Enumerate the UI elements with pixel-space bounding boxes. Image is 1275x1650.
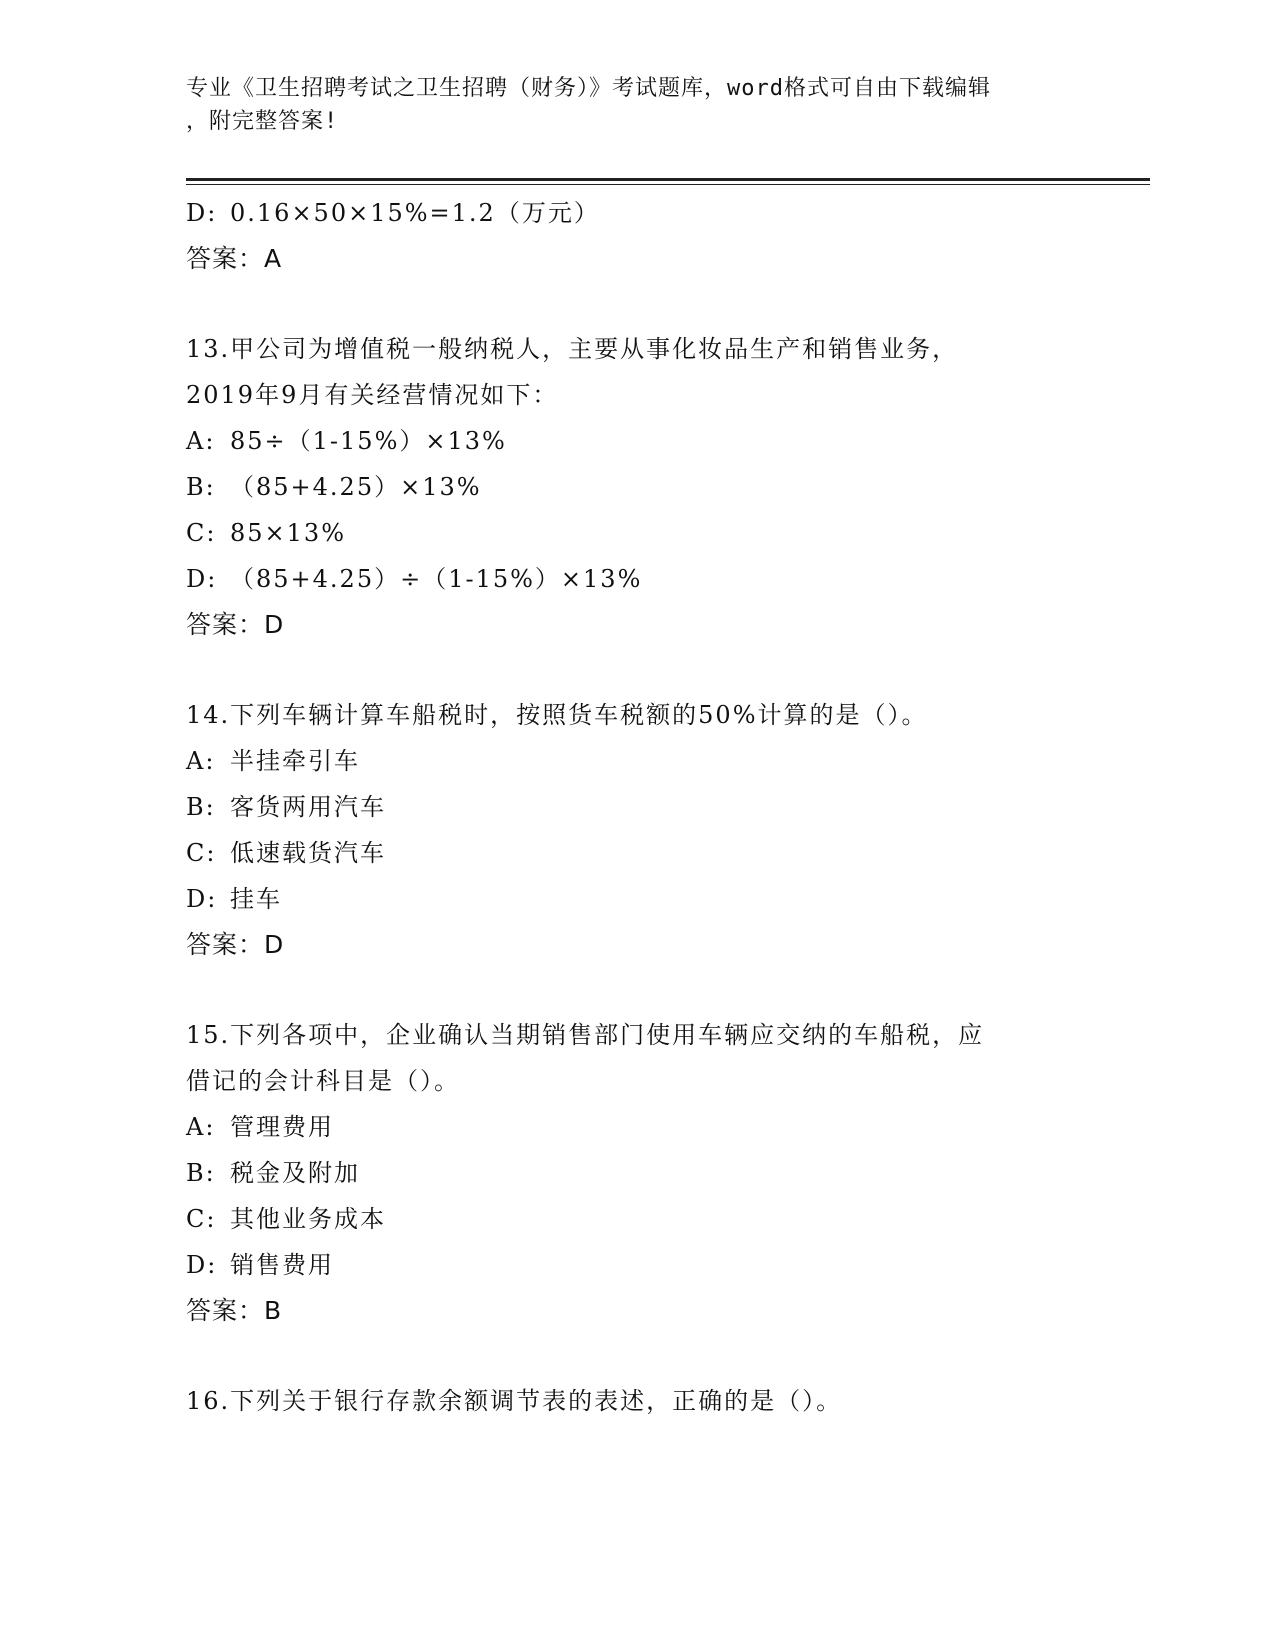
- question-14: [186, 692, 1126, 968]
- question-13: [186, 326, 1126, 648]
- option-text: 低速载货汽车: [230, 839, 386, 867]
- option-text: 客货两用汽车: [230, 793, 386, 821]
- option-d: [186, 1242, 1126, 1288]
- option-text: 销售费用: [230, 1251, 334, 1279]
- option-text: 挂车: [230, 885, 282, 913]
- answer: 答案：B: [186, 1296, 283, 1325]
- question-stem: 2019年9月有关经营情况如下：: [186, 381, 559, 409]
- option-b: [186, 784, 1126, 830]
- option-c: [186, 510, 1126, 556]
- option-a: [186, 1104, 1126, 1150]
- header-rule-thick: [186, 178, 1150, 181]
- question-stem: 16.下列关于银行存款余额调节表的表述，正确的是（）。: [186, 1387, 843, 1415]
- option-text: 半挂牵引车: [230, 747, 360, 775]
- option-key: A:: [186, 427, 216, 455]
- option-c: [186, 830, 1126, 876]
- option-b: [186, 464, 1126, 510]
- option-d: [186, 876, 1126, 922]
- option-text: （85+4.25）÷（1-15%）×13%: [230, 565, 643, 593]
- answer: 答案：D: [186, 610, 285, 639]
- prev-option-d: [186, 190, 1126, 236]
- option-a: [186, 738, 1126, 784]
- option-key: C:: [186, 1205, 217, 1233]
- question-stem: 借记的会计科目是（）。: [186, 1067, 460, 1095]
- question-15: [186, 1012, 1126, 1334]
- option-d: [186, 556, 1126, 602]
- question-stem: 13.甲公司为增值税一般纳税人，主要从事化妆品生产和销售业务，: [186, 335, 959, 363]
- option-a: [186, 418, 1126, 464]
- option-text: 税金及附加: [230, 1159, 360, 1187]
- option-text: 85×13%: [230, 519, 346, 547]
- option-key: B:: [186, 473, 216, 501]
- answer: 答案：D: [186, 930, 285, 959]
- option-key: A:: [186, 1113, 216, 1141]
- question-stem: 14.下列车辆计算车船税时，按照货车税额的50%计算的是（）。: [186, 701, 928, 729]
- question-16: [186, 1378, 1126, 1424]
- option-key: D:: [186, 1251, 218, 1279]
- option-key: D:: [186, 565, 218, 593]
- option-key: A:: [186, 747, 216, 775]
- option-text: 管理费用: [230, 1113, 334, 1141]
- option-text: （85+4.25）×13%: [230, 473, 482, 501]
- option-key: B:: [186, 793, 216, 821]
- option-b: [186, 1150, 1126, 1196]
- option-c: [186, 1196, 1126, 1242]
- header-line-1: 专业《卫生招聘考试之卫生招聘（财务）》考试题库，word格式可自由下载编辑: [186, 76, 991, 101]
- option-text: 其他业务成本: [230, 1205, 386, 1233]
- document-body: [186, 190, 1126, 1424]
- option-key: C:: [186, 839, 217, 867]
- option-text: 0.16×50×15%=1.2（万元）: [230, 199, 600, 227]
- prev-answer: 答案：A: [186, 244, 283, 273]
- option-text: 85÷（1-15%）×13%: [230, 427, 507, 455]
- page-header: [186, 72, 1086, 138]
- header-rule-thin: [186, 184, 1150, 185]
- option-key: D:: [186, 199, 218, 227]
- option-key: B:: [186, 1159, 216, 1187]
- header-line-2: ，附完整答案!: [186, 109, 339, 134]
- question-stem: 15.下列各项中，企业确认当期销售部门使用车辆应交纳的车船税，应: [186, 1021, 985, 1049]
- option-key: D:: [186, 885, 218, 913]
- option-key: C:: [186, 519, 217, 547]
